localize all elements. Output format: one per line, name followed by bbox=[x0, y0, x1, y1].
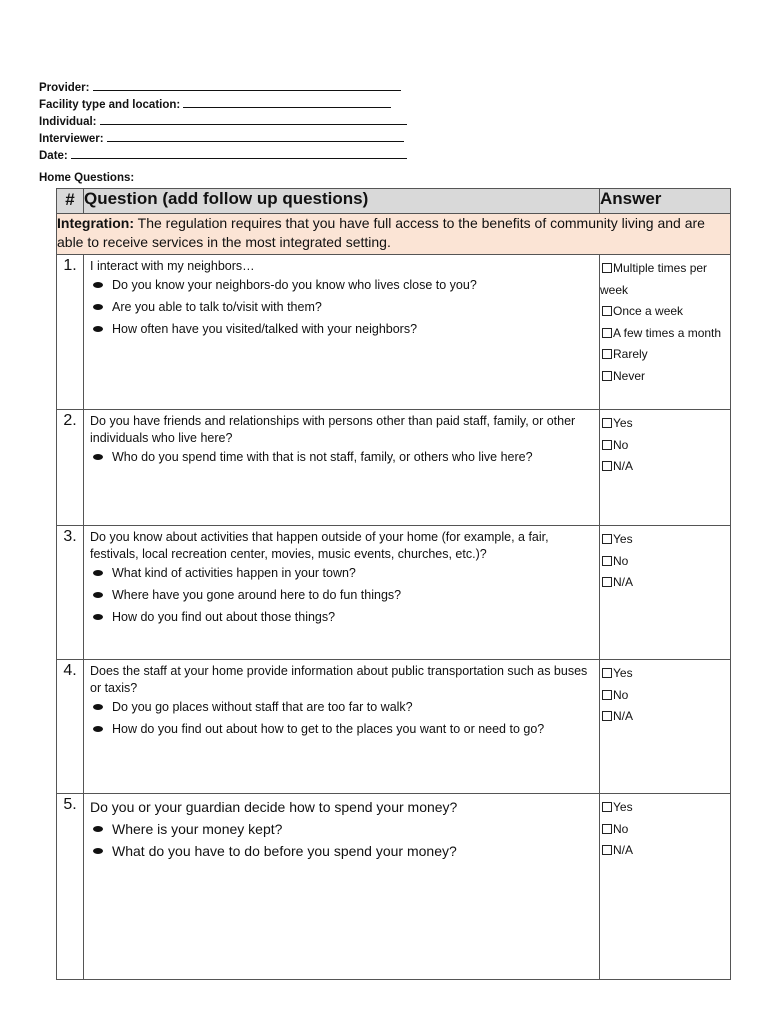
answer-option[interactable]: N/A bbox=[602, 572, 728, 594]
date-blank[interactable] bbox=[71, 147, 407, 159]
follow-up-item: Where have you gone around here to do fun things? bbox=[90, 587, 594, 604]
individual-field bbox=[39, 113, 407, 130]
col-answer-header: Answer bbox=[600, 189, 731, 214]
question-number: 4. bbox=[57, 660, 84, 794]
checkbox-icon[interactable] bbox=[602, 534, 612, 544]
checkbox-icon[interactable] bbox=[602, 440, 612, 450]
facility-label: Facility type and location: bbox=[39, 99, 181, 111]
answer-cell bbox=[600, 660, 731, 794]
question-text: Do you know about activities that happen outside of your home (for example, a fair, festivals, local recreation center, movies, music events, churches, etc.)? bbox=[90, 530, 549, 561]
answer-option[interactable]: No bbox=[602, 819, 728, 841]
checkbox-icon[interactable] bbox=[602, 824, 612, 834]
question-text: I interact with my neighbors… bbox=[90, 259, 255, 273]
date-label: Date: bbox=[39, 150, 68, 162]
question-row-4 bbox=[57, 660, 731, 794]
question-text: Does the staff at your home provide information about public transportation such as buses or taxis? bbox=[90, 664, 588, 695]
follow-up-item: What do you have to do before you spend your money? bbox=[90, 841, 594, 861]
provider-field bbox=[39, 79, 407, 96]
bullet-icon bbox=[93, 282, 103, 288]
individual-blank[interactable] bbox=[100, 113, 407, 125]
bullet-icon bbox=[93, 592, 103, 598]
answer-cell bbox=[600, 255, 731, 410]
answer-option[interactable]: N/A bbox=[602, 456, 728, 478]
bullet-icon bbox=[93, 304, 103, 310]
answer-option[interactable]: N/A bbox=[602, 840, 728, 862]
follow-up-list bbox=[90, 565, 594, 626]
bullet-icon bbox=[93, 454, 103, 460]
question-cell bbox=[84, 410, 600, 526]
checkbox-icon[interactable] bbox=[602, 556, 612, 566]
question-text: Do you have friends and relationships with persons other than paid staff, family, or other individuals who live here? bbox=[90, 414, 576, 445]
question-row-2 bbox=[57, 410, 731, 526]
follow-up-item: Do you know your neighbors-do you know who lives close to you? bbox=[90, 277, 594, 294]
facility-blank[interactable] bbox=[183, 96, 391, 108]
checkbox-icon[interactable] bbox=[602, 711, 612, 721]
answer-option[interactable]: No bbox=[602, 551, 728, 573]
integration-row bbox=[57, 214, 731, 255]
provider-label: Provider: bbox=[39, 82, 90, 94]
checkbox-icon[interactable] bbox=[602, 845, 612, 855]
follow-up-item: What kind of activities happen in your town? bbox=[90, 565, 594, 582]
section-title: Home Questions: bbox=[39, 172, 135, 184]
bullet-icon bbox=[93, 570, 103, 576]
table-header-row bbox=[57, 189, 731, 214]
date-field bbox=[39, 147, 407, 164]
question-row-1 bbox=[57, 255, 731, 410]
questions-table bbox=[56, 188, 731, 980]
answer-option[interactable]: Never bbox=[602, 366, 728, 388]
integration-label: Integration: bbox=[57, 215, 134, 231]
question-row-3 bbox=[57, 526, 731, 660]
answer-cell bbox=[600, 794, 731, 980]
follow-up-item: How do you find out about those things? bbox=[90, 609, 594, 626]
answer-option[interactable]: Once a week bbox=[602, 301, 728, 323]
follow-up-list bbox=[90, 449, 594, 466]
follow-up-item: Who do you spend time with that is not staff, family, or others who live here? bbox=[90, 449, 594, 466]
answer-option[interactable]: Yes bbox=[602, 797, 728, 819]
answer-option[interactable]: Multiple times per bbox=[602, 258, 728, 280]
checkbox-icon[interactable] bbox=[602, 328, 612, 338]
question-number: 5. bbox=[57, 794, 84, 980]
question-row-5 bbox=[57, 794, 731, 980]
follow-up-item: Do you go places without staff that are too far to walk? bbox=[90, 699, 594, 716]
question-cell bbox=[84, 526, 600, 660]
answer-cell bbox=[600, 526, 731, 660]
answer-option[interactable]: No bbox=[602, 435, 728, 457]
checkbox-icon[interactable] bbox=[602, 690, 612, 700]
question-number: 3. bbox=[57, 526, 84, 660]
header-fields bbox=[39, 79, 407, 164]
bullet-icon bbox=[93, 326, 103, 332]
checkbox-icon[interactable] bbox=[602, 577, 612, 587]
bullet-icon bbox=[93, 848, 103, 854]
col-num-header: # bbox=[57, 189, 84, 214]
checkbox-icon[interactable] bbox=[602, 371, 612, 381]
provider-blank[interactable] bbox=[93, 79, 401, 91]
follow-up-item: How often have you visited/talked with your neighbors? bbox=[90, 321, 594, 338]
answer-option[interactable]: N/A bbox=[602, 706, 728, 728]
facility-field bbox=[39, 96, 407, 113]
answer-cell bbox=[600, 410, 731, 526]
interviewer-label: Interviewer: bbox=[39, 133, 104, 145]
answer-option[interactable]: Rarely bbox=[602, 344, 728, 366]
follow-up-item: Where is your money kept? bbox=[90, 819, 594, 839]
checkbox-icon[interactable] bbox=[602, 349, 612, 359]
individual-label: Individual: bbox=[39, 116, 97, 128]
answer-option[interactable]: No bbox=[602, 685, 728, 707]
follow-up-item: How do you find out about how to get to the places you want to or need to go? bbox=[90, 721, 594, 738]
follow-up-list bbox=[90, 819, 594, 861]
answer-option[interactable]: Yes bbox=[602, 663, 728, 685]
follow-up-item: Are you able to talk to/visit with them? bbox=[90, 299, 594, 316]
bullet-icon bbox=[93, 826, 103, 832]
interviewer-blank[interactable] bbox=[107, 130, 404, 142]
checkbox-icon[interactable] bbox=[602, 461, 612, 471]
question-cell bbox=[84, 255, 600, 410]
checkbox-icon[interactable] bbox=[602, 668, 612, 678]
question-number: 1. bbox=[57, 255, 84, 410]
follow-up-list bbox=[90, 699, 594, 738]
follow-up-list bbox=[90, 277, 594, 338]
interviewer-field bbox=[39, 130, 407, 147]
bullet-icon bbox=[93, 704, 103, 710]
answer-option[interactable]: Yes bbox=[602, 529, 728, 551]
integration-text: The regulation requires that you have full access to the benefits of community living and are able to receive services in the most integrated setting. bbox=[57, 215, 705, 250]
answer-option[interactable]: A few times a month bbox=[602, 323, 728, 345]
bullet-icon bbox=[93, 726, 103, 732]
question-number: 2. bbox=[57, 410, 84, 526]
answer-option-continuation: week bbox=[600, 282, 629, 297]
answer-option[interactable]: Yes bbox=[602, 413, 728, 435]
question-cell bbox=[84, 794, 600, 980]
checkbox-icon[interactable] bbox=[602, 306, 612, 316]
question-cell bbox=[84, 660, 600, 794]
checkbox-icon[interactable] bbox=[602, 263, 612, 273]
question-text: Do you or your guardian decide how to spend your money? bbox=[90, 799, 458, 815]
checkbox-icon[interactable] bbox=[602, 418, 612, 428]
col-question-header: Question (add follow up questions) bbox=[84, 189, 600, 214]
integration-cell bbox=[57, 214, 731, 255]
checkbox-icon[interactable] bbox=[602, 802, 612, 812]
bullet-icon bbox=[93, 614, 103, 620]
